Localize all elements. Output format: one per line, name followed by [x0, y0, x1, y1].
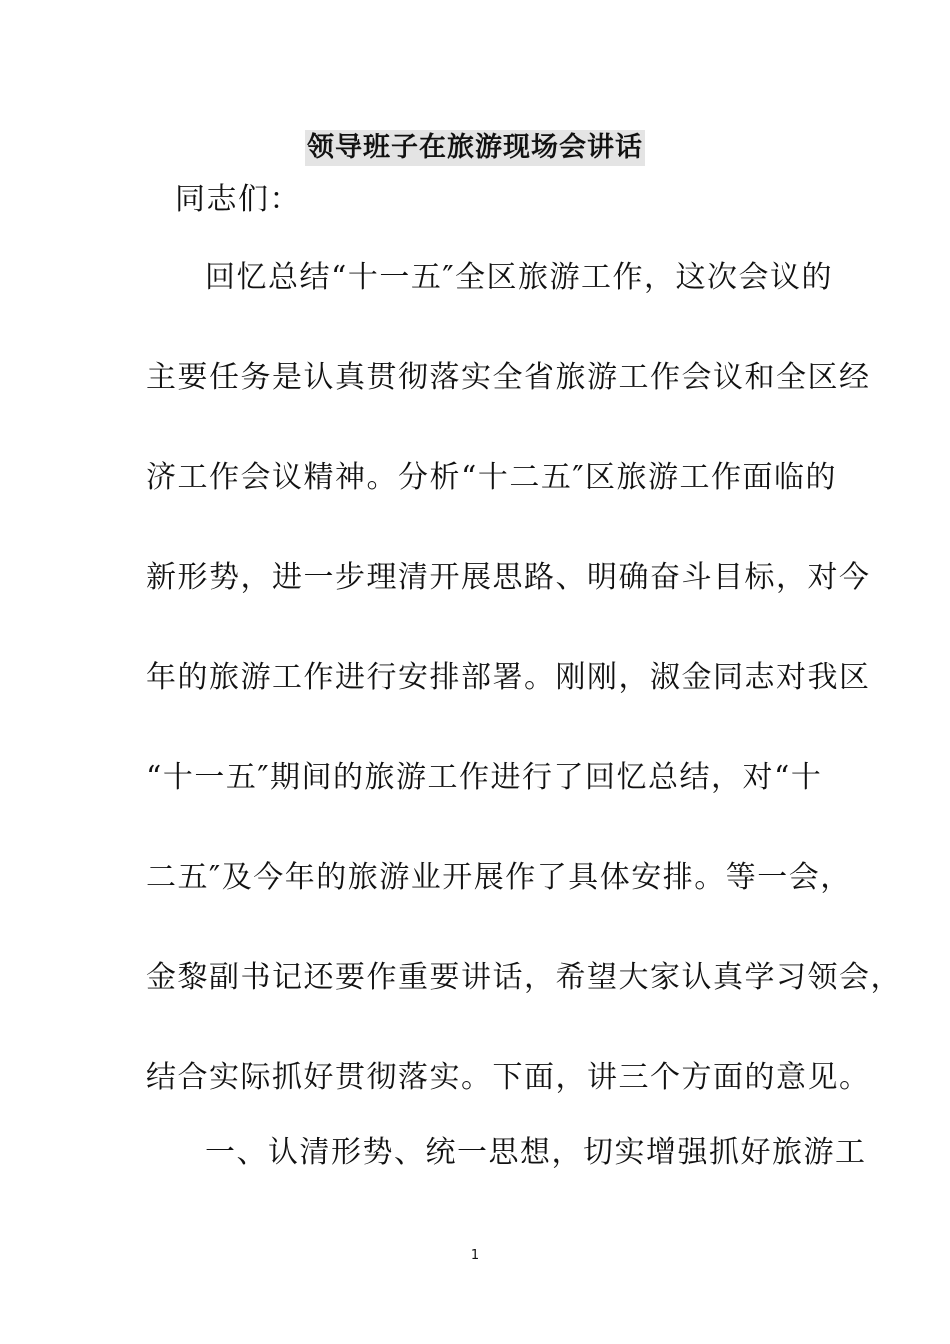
body-line: 回忆总结“十一五″全区旅游工作，这次会议的	[205, 260, 834, 295]
body-line: 新形势，进一步理清开展思路、明确奋斗目标，对今	[146, 560, 871, 595]
body-line: 年的旅游工作进行安排部署。刚刚，淑金同志对我区	[146, 660, 871, 695]
body-line: 二五″及今年的旅游业开展作了具体安排。等一会，	[146, 860, 852, 895]
body-line: “十一五″期间的旅游工作进行了回忆总结，对“十	[146, 760, 823, 795]
document-title: 领导班子在旅游现场会讲话	[305, 130, 645, 166]
page-number: 1	[470, 1248, 480, 1263]
document-title-wrap	[0, 130, 950, 166]
body-line: 金黎副书记还要作重要讲话，希望大家认真学习领会，	[146, 960, 902, 995]
salutation-line: 同志们：	[175, 182, 301, 217]
body-line: 结合实际抓好贯彻落实。下面，讲三个方面的意见。	[146, 1060, 871, 1095]
body-line: 主要任务是认真贯彻落实全省旅游工作会议和全区经	[146, 360, 871, 395]
section-heading-line: 一、认清形势、统一思想，切实增强抓好旅游工	[205, 1135, 867, 1170]
body-line: 济工作会议精神。分析“十二五″区旅游工作面临的	[146, 460, 838, 495]
